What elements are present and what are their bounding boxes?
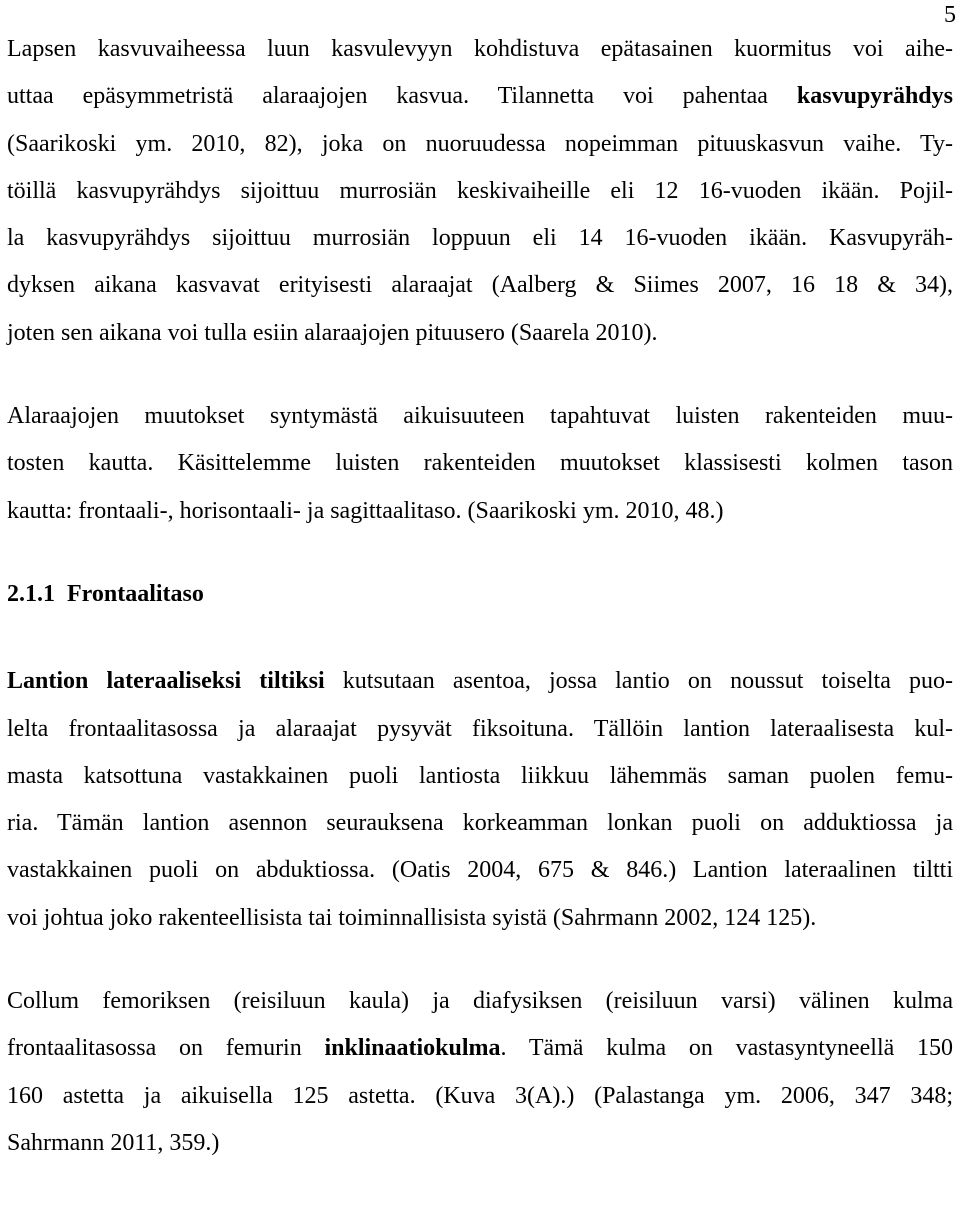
text-line: Lapsen kasvuvaiheessa luun kasvulevyyn kohdistuva epätasainen kuormitus voi aihe- [7, 36, 953, 62]
text-fragment: . Tämä kulma on vastasyntyneellä 150 [500, 1035, 953, 1062]
section-title: Frontaalitaso [67, 580, 204, 607]
text-line: vastakkainen puoli on abduktiossa. (Oatis 2004, 675 & 846.) Lantion lateraalinen tiltti [7, 857, 953, 884]
section-number: 2.1.1 [7, 580, 55, 607]
text-fragment: uttaa epäsymmetristä alaraajojen kasvua. Tilannetta voi pahentaa [7, 83, 797, 110]
text-line: Alaraajojen muutokset syntymästä aikuisuuteen tapahtuvat luisten rakenteiden muu- [7, 403, 953, 430]
text-fragment: frontaalitasossa on femurin [7, 1035, 325, 1062]
text-line: masta katsottuna vastakkainen puoli lantiosta liikkuu lähemmäs saman puolen femu- [7, 762, 953, 789]
text-line: joten sen aikana voi tulla esiin alaraajojen pituusero (Saarela 2010). [7, 319, 658, 346]
text-fragment: kutsutaan asentoa, jossa lantio on noussut toiselta puo- [324, 668, 953, 695]
bold-term: inklinaatiokulma [324, 1035, 501, 1062]
text-line: ria. Tämän lantion asennon seurauksena korkeamman lonkan puoli on adduktiossa ja [7, 810, 953, 837]
text-line: tosten kautta. Käsittelemme luisten rakenteiden muutokset klassisesti kolmen tason [7, 450, 953, 477]
text-line: Collum femoriksen (reisiluun kaula) ja diafysiksen (reisiluun varsi) välinen kulma [7, 988, 953, 1015]
text-line: töillä kasvupyrähdys sijoittuu murrosiän keskivaiheille eli 12 16-vuoden ikään. Pojil- [7, 177, 953, 204]
bold-term: Lantion lateraaliseksi tiltiksi [7, 668, 325, 695]
bold-term: kasvupyrähdys [796, 83, 953, 110]
paragraph-inclination-angle [7, 978, 953, 1167]
text-line: lelta frontaalitasossa ja alaraajat pysyvät fiksoituna. Tällöin lantion lateraalisesta kul- [7, 715, 953, 742]
text-line: dyksen aikana kasvavat erityisesti alaraajat (Aalberg & Siimes 2007, 16 18 & 34), [7, 272, 953, 299]
page-number: 5 [944, 2, 956, 28]
text-line [7, 658, 953, 705]
section-heading [7, 571, 953, 618]
text-line: Sahrmann 2011, 359.) [7, 1129, 220, 1156]
text-line [7, 73, 953, 120]
text-line: (Saarikoski ym. 2010, 82), joka on nuoruudessa nopeimman pituuskasvun vaihe. Ty- [7, 130, 953, 157]
text-line: voi johtua joko rakenteellisista tai toiminnallisista syistä (Sahrmann 2002, 124 125). [7, 904, 817, 931]
paragraph-planes [7, 393, 953, 535]
text-line [7, 1025, 953, 1072]
document-body [7, 26, 953, 1167]
paragraph-growth-spurt [7, 26, 953, 357]
text-line: 160 astetta ja aikuisella 125 astetta. (Kuva 3(A).) (Palastanga ym. 2006, 347 348; [7, 1082, 953, 1109]
text-line: la kasvupyrähdys sijoittuu murrosiän loppuun eli 14 16-vuoden ikään. Kasvupyräh- [7, 225, 953, 252]
paragraph-pelvic-tilt [7, 658, 953, 942]
text-line: kautta: frontaali-, horisontaali- ja sagittaalitaso. (Saarikoski ym. 2010, 48.) [7, 497, 724, 524]
